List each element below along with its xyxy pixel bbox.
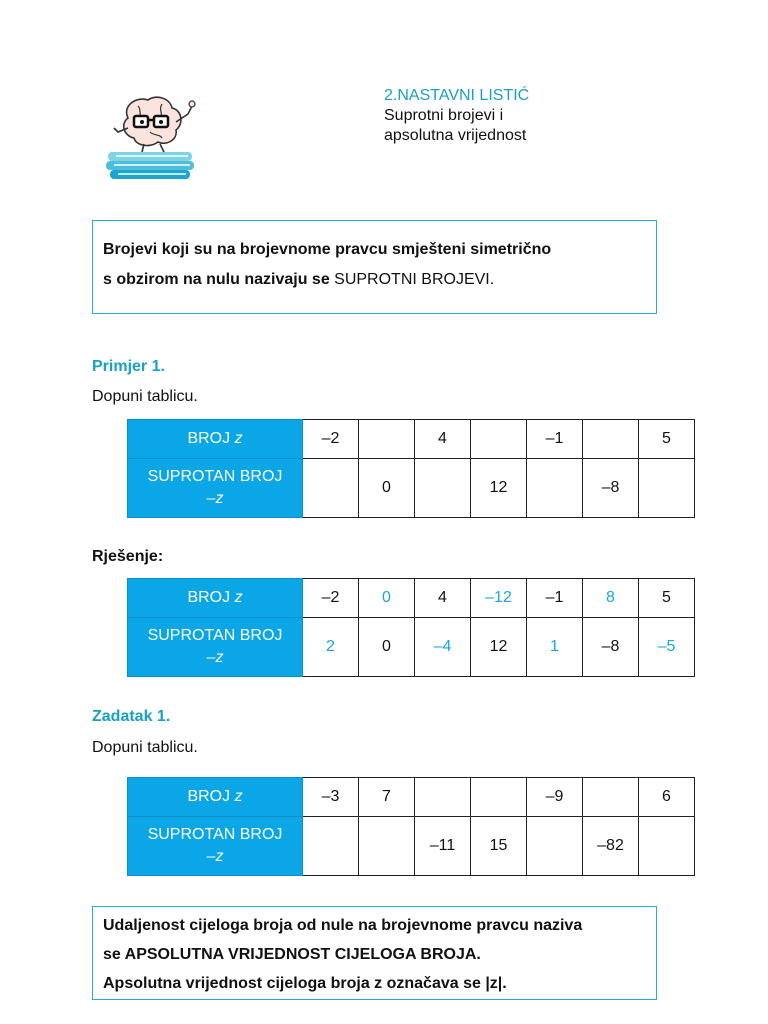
row-label-text: SUPROTAN BROJ xyxy=(147,627,283,644)
table-cell[interactable] xyxy=(303,459,359,518)
row-label-text: SUPROTAN BROJ xyxy=(147,826,283,843)
example-table xyxy=(127,419,695,518)
table-row xyxy=(128,579,695,618)
answer-cell: 8 xyxy=(583,579,639,618)
answer-cell: –5 xyxy=(639,618,695,677)
row-label-number xyxy=(128,778,303,817)
table-cell[interactable] xyxy=(359,817,415,876)
table-cell: –2 xyxy=(303,420,359,459)
table-cell: –3 xyxy=(303,778,359,817)
row-label-var: z xyxy=(234,430,243,447)
task-table xyxy=(127,777,695,876)
answer-cell: 1 xyxy=(527,618,583,677)
table-cell: 12 xyxy=(471,618,527,677)
table-row xyxy=(128,817,695,876)
example-heading: Primjer 1. xyxy=(92,358,165,375)
worksheet-title-line1: Suprotni brojevi i xyxy=(384,107,504,124)
table-cell[interactable] xyxy=(359,420,415,459)
table-cell[interactable] xyxy=(583,420,639,459)
definition2-line3: Apsolutna vrijednost cijeloga broja z označava se |z|. xyxy=(103,975,507,992)
answer-cell: –4 xyxy=(415,618,471,677)
table-cell: 5 xyxy=(639,420,695,459)
row-label-number xyxy=(128,579,303,618)
row-label-number xyxy=(128,420,303,459)
definition1-line2-suffix: . xyxy=(489,271,495,288)
definition1-term: SUPROTNI BROJEVI xyxy=(334,271,490,288)
row-label-var: –z xyxy=(206,490,224,507)
table-cell: –1 xyxy=(527,579,583,618)
row-label-var: z xyxy=(234,788,243,805)
table-cell: –8 xyxy=(583,459,639,518)
table-cell: 0 xyxy=(359,618,415,677)
answer-cell: –12 xyxy=(471,579,527,618)
table-cell[interactable] xyxy=(471,420,527,459)
definition2-line2: se APSOLUTNA VRIJEDNOST CIJELOGA BROJA. xyxy=(103,946,481,963)
table-cell[interactable] xyxy=(639,459,695,518)
row-label-text: SUPROTAN BROJ xyxy=(147,468,283,485)
table-cell: –1 xyxy=(527,420,583,459)
table-cell: 12 xyxy=(471,459,527,518)
table-cell[interactable] xyxy=(639,817,695,876)
table-row xyxy=(128,459,695,518)
answer-cell: 2 xyxy=(303,618,359,677)
table-cell[interactable] xyxy=(415,459,471,518)
worksheet-number: 2.NASTAVNI LISTIĆ xyxy=(384,87,530,104)
table-cell: 4 xyxy=(415,579,471,618)
example-instruction: Dopuni tablicu. xyxy=(92,388,198,405)
task-instruction: Dopuni tablicu. xyxy=(92,739,198,756)
task-heading: Zadatak 1. xyxy=(92,708,171,725)
table-cell[interactable] xyxy=(471,778,527,817)
definition1-line2 xyxy=(103,265,646,295)
solution-heading: Rješenje: xyxy=(92,548,164,565)
worksheet-title-line2: apsolutna vrijednost xyxy=(384,127,527,144)
table-cell: 6 xyxy=(639,778,695,817)
brain-mascot-logo-icon xyxy=(104,92,200,180)
table-cell: –8 xyxy=(583,618,639,677)
definition1-line2-prefix: s obzirom na nulu nazivaju se xyxy=(103,271,335,288)
table-cell: –2 xyxy=(303,579,359,618)
table-row xyxy=(128,778,695,817)
definition-opposite-numbers-box xyxy=(92,220,657,314)
table-cell: 4 xyxy=(415,420,471,459)
row-label-var: –z xyxy=(206,649,224,666)
table-cell: 5 xyxy=(639,579,695,618)
definition2-line1: Udaljenost cijeloga broja od nule na brojevnome pravcu naziva xyxy=(103,917,583,934)
table-cell[interactable] xyxy=(303,817,359,876)
table-cell[interactable] xyxy=(527,817,583,876)
answer-cell: 0 xyxy=(359,579,415,618)
table-row xyxy=(128,618,695,677)
table-cell: 15 xyxy=(471,817,527,876)
worksheet-header xyxy=(384,86,529,146)
table-cell: 0 xyxy=(359,459,415,518)
row-label-var: z xyxy=(234,589,243,606)
table-cell: –11 xyxy=(415,817,471,876)
definition1-line1: Brojevi koji su na brojevnome pravcu smješteni simetrično xyxy=(103,241,552,258)
row-label-opposite xyxy=(128,459,303,518)
table-cell[interactable] xyxy=(415,778,471,817)
row-label-opposite xyxy=(128,817,303,876)
row-label-text: BROJ xyxy=(187,788,235,805)
row-label-var: –z xyxy=(206,848,224,865)
table-cell: –9 xyxy=(527,778,583,817)
row-label-text: BROJ xyxy=(187,589,235,606)
solution-table xyxy=(127,578,695,677)
table-cell[interactable] xyxy=(527,459,583,518)
table-cell: –82 xyxy=(583,817,639,876)
table-cell[interactable] xyxy=(583,778,639,817)
table-row xyxy=(128,420,695,459)
row-label-text: BROJ xyxy=(187,430,235,447)
definition-absolute-value-box xyxy=(92,906,657,1000)
row-label-opposite xyxy=(128,618,303,677)
table-cell: 7 xyxy=(359,778,415,817)
